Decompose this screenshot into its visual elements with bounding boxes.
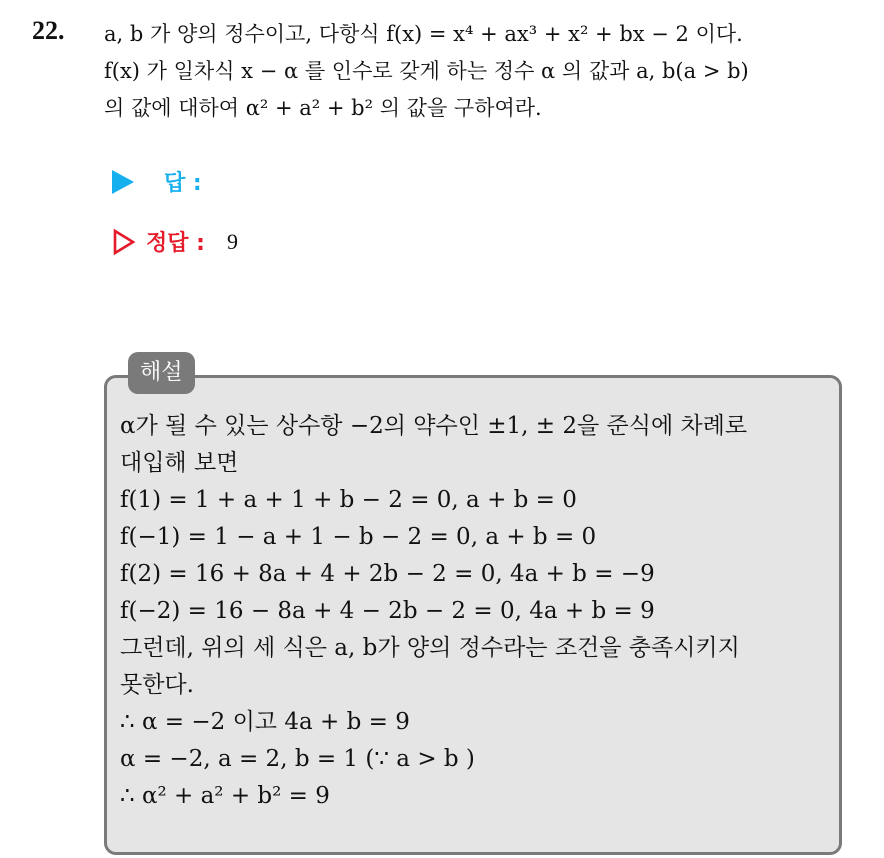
- problem-line: a, b 가 양의 정수이고, 다항식 f(x) = x⁴ + ax³ + x² + bx − 2 이다.: [104, 22, 743, 46]
- outline-triangle-icon: [112, 228, 136, 256]
- solution-body: [120, 408, 840, 815]
- solution-line: α = −2, a = 2, b = 1 (∵ a > b ): [120, 746, 475, 772]
- answer-row: [112, 166, 202, 197]
- solution-line: f(1) = 1 + a + 1 + b − 2 = 0, a + b = 0: [120, 487, 577, 513]
- problem-line: 의 값에 대하여 α² + a² + b² 의 값을 구하여라.: [104, 96, 542, 120]
- problem-number: 22.: [32, 16, 65, 45]
- solution-line: f(−1) = 1 − a + 1 − b − 2 = 0, a + b = 0: [120, 524, 597, 550]
- play-triangle-icon: [112, 170, 134, 194]
- solution-line: 그런데, 위의 세 식은 a, b가 양의 정수라는 조건을 충족시키지: [120, 635, 740, 661]
- correct-answer-row: [112, 226, 238, 257]
- correct-answer-value: 9: [226, 228, 238, 254]
- solution-line: α가 될 수 있는 상수항 −2의 약수인 ±1, ± 2을 준식에 차례로: [120, 413, 748, 439]
- solution-line: 대입해 보면: [120, 450, 239, 476]
- answer-label: 답 :: [164, 171, 202, 196]
- solution-tag: 해설: [128, 352, 195, 394]
- solution-line: f(2) = 16 + 8a + 4 + 2b − 2 = 0, 4a + b = −9: [120, 561, 655, 587]
- solution-line: 못한다.: [120, 672, 194, 698]
- solution-line: ∴ α = −2 이고 4a + b = 9: [120, 709, 410, 735]
- correct-answer-label: 정답 :: [146, 231, 205, 256]
- problem-line: f(x) 가 일차식 x − α 를 인수로 갖게 하는 정수 α 의 값과 a, b(a > b): [104, 59, 749, 83]
- solution-line: ∴ α² + a² + b² = 9: [120, 783, 330, 809]
- solution-line: f(−2) = 16 − 8a + 4 − 2b − 2 = 0, 4a + b = 9: [120, 598, 655, 624]
- problem-text: [104, 16, 874, 127]
